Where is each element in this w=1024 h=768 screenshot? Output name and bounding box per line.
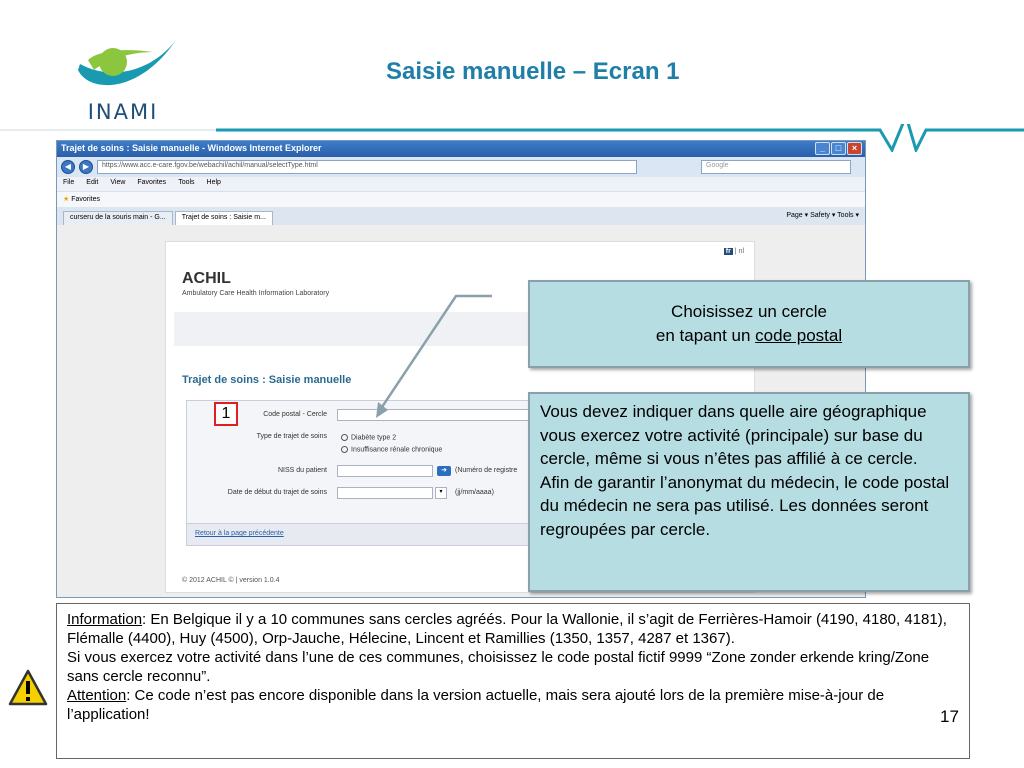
app-name: ACHIL: [182, 270, 231, 287]
callout2-text: Vous devez indiquer dans quelle aire géographique vous exercez votre activité (principale) sur base du cercle, même si vous n’êtes pas affilié à ce cercle.: [540, 402, 927, 468]
calendar-icon[interactable]: ▾: [435, 487, 447, 499]
section-title: Trajet de soins : Saisie manuelle: [182, 374, 352, 386]
logo-text: INAMI: [87, 100, 159, 124]
app-subtitle: Ambulatory Care Health Information Laboratory: [182, 290, 330, 297]
forward-icon[interactable]: ▶: [79, 160, 93, 174]
menu-view[interactable]: View: [110, 179, 126, 186]
star-icon[interactable]: ★: [63, 196, 70, 203]
niss-label: NISS du patient: [277, 467, 327, 474]
favorites-button[interactable]: Favorites: [71, 196, 101, 203]
info-paragraph-2: Si vous exercez votre activité dans l’une de ces communes, choisissez le code postal fictif 9999 “Zone zonder erkende kring/Zone sans cercle reconnu”.: [67, 649, 930, 685]
callout-pointer: [370, 290, 530, 450]
url-host: www.acc.e-care.fgov.be: [123, 162, 197, 169]
slide-title: Saisie manuelle – Ecran 1: [386, 58, 680, 85]
inami-logo: [58, 30, 198, 130]
back-icon[interactable]: ◀: [61, 160, 75, 174]
tab-row: [57, 207, 865, 225]
close-button[interactable]: ×: [847, 142, 862, 155]
maximize-button[interactable]: □: [831, 142, 846, 155]
search-input[interactable]: Google: [701, 160, 851, 174]
menu-bar: [57, 177, 865, 191]
window-titlebar: [57, 141, 865, 157]
tab-trajet[interactable]: Trajet de soins : Saisie m...: [175, 211, 273, 225]
niss-hint: (Numéro de registre: [455, 467, 518, 474]
info-box: [56, 603, 970, 759]
radio-diabete[interactable]: Diabète type 2: [341, 434, 396, 441]
lang-nl[interactable]: nl: [738, 248, 744, 255]
favorites-bar: [57, 191, 865, 207]
url-prefix: https://: [102, 162, 124, 169]
callout-explanation: [528, 392, 970, 592]
attention-label: Attention: [67, 687, 127, 704]
date-label: Date de début du trajet de soins: [227, 489, 327, 496]
trajet-type-label: Type de trajet de soins: [256, 433, 327, 440]
window-title: Trajet de soins : Saisie manuelle - Windows Internet Explorer: [61, 143, 322, 153]
callout2-text2: Afin de garantir l’anonymat du médecin, le code postal du médecin ne sera pas utilisé. Les données seront regroupées par cercle.: [540, 472, 950, 539]
step-marker: 1: [214, 402, 238, 426]
date-input[interactable]: [337, 487, 433, 499]
url-path: /webachil/achil/manual/selectType.html: [196, 162, 318, 169]
app-footer: © 2012 ACHIL © | version 1.0.4: [182, 577, 280, 584]
code-postal-label: Code postal - Cercle: [263, 411, 327, 418]
lang-fr[interactable]: fr: [725, 248, 731, 255]
date-hint: (jj/mm/aaaa): [455, 489, 494, 496]
info-label: Information: [67, 611, 143, 628]
language-switch: fr | nl: [725, 248, 744, 255]
tab-search[interactable]: curseru de la souris main - G...: [63, 211, 173, 225]
niss-input[interactable]: [337, 465, 433, 477]
address-bar[interactable]: [97, 160, 637, 174]
warning-icon: [8, 668, 48, 708]
radio-insuffisance[interactable]: Insuffisance rénale chronique: [341, 446, 442, 453]
menu-favorites[interactable]: Favorites: [137, 179, 167, 186]
menu-tools[interactable]: Tools: [178, 179, 195, 186]
info-paragraph-1: Information: En Belgique il y a 10 communes sans cercles agréés. Pour la Wallonie, il s’agit de Ferrières-Hamoir (4190, 4180, 4181), Flémalle (4400), Huy (4500), Orp-Jauche, Hélecine, Lincent et Ramillies (1350, 1357, 4287 et 1367).: [67, 611, 947, 647]
callout1-line2: en tapant un code postal: [655, 326, 843, 345]
address-row: [57, 157, 865, 177]
menu-file[interactable]: File: [63, 179, 75, 186]
callout1-line1: Choisissez un cercle: [671, 302, 827, 321]
page-number: 17: [940, 707, 959, 726]
command-bar[interactable]: Page ▾ Safety ▾ Tools ▾: [786, 212, 859, 219]
inami-logo-mark: [58, 30, 198, 100]
callout1-link: code postal: [755, 326, 843, 345]
info-paragraph-3: Attention: Ce code n’est pas encore disponible dans la version actuelle, mais sera ajouté lors de la première mise-à-jour de l’application!: [67, 687, 885, 723]
niss-lookup-button[interactable]: ➜: [437, 466, 451, 476]
callout-code-postal: [528, 280, 970, 368]
menu-help[interactable]: Help: [206, 179, 221, 186]
retour-link[interactable]: Retour à la page précédente: [195, 530, 284, 537]
menu-edit[interactable]: Edit: [86, 179, 99, 186]
minimize-button[interactable]: _: [815, 142, 830, 155]
